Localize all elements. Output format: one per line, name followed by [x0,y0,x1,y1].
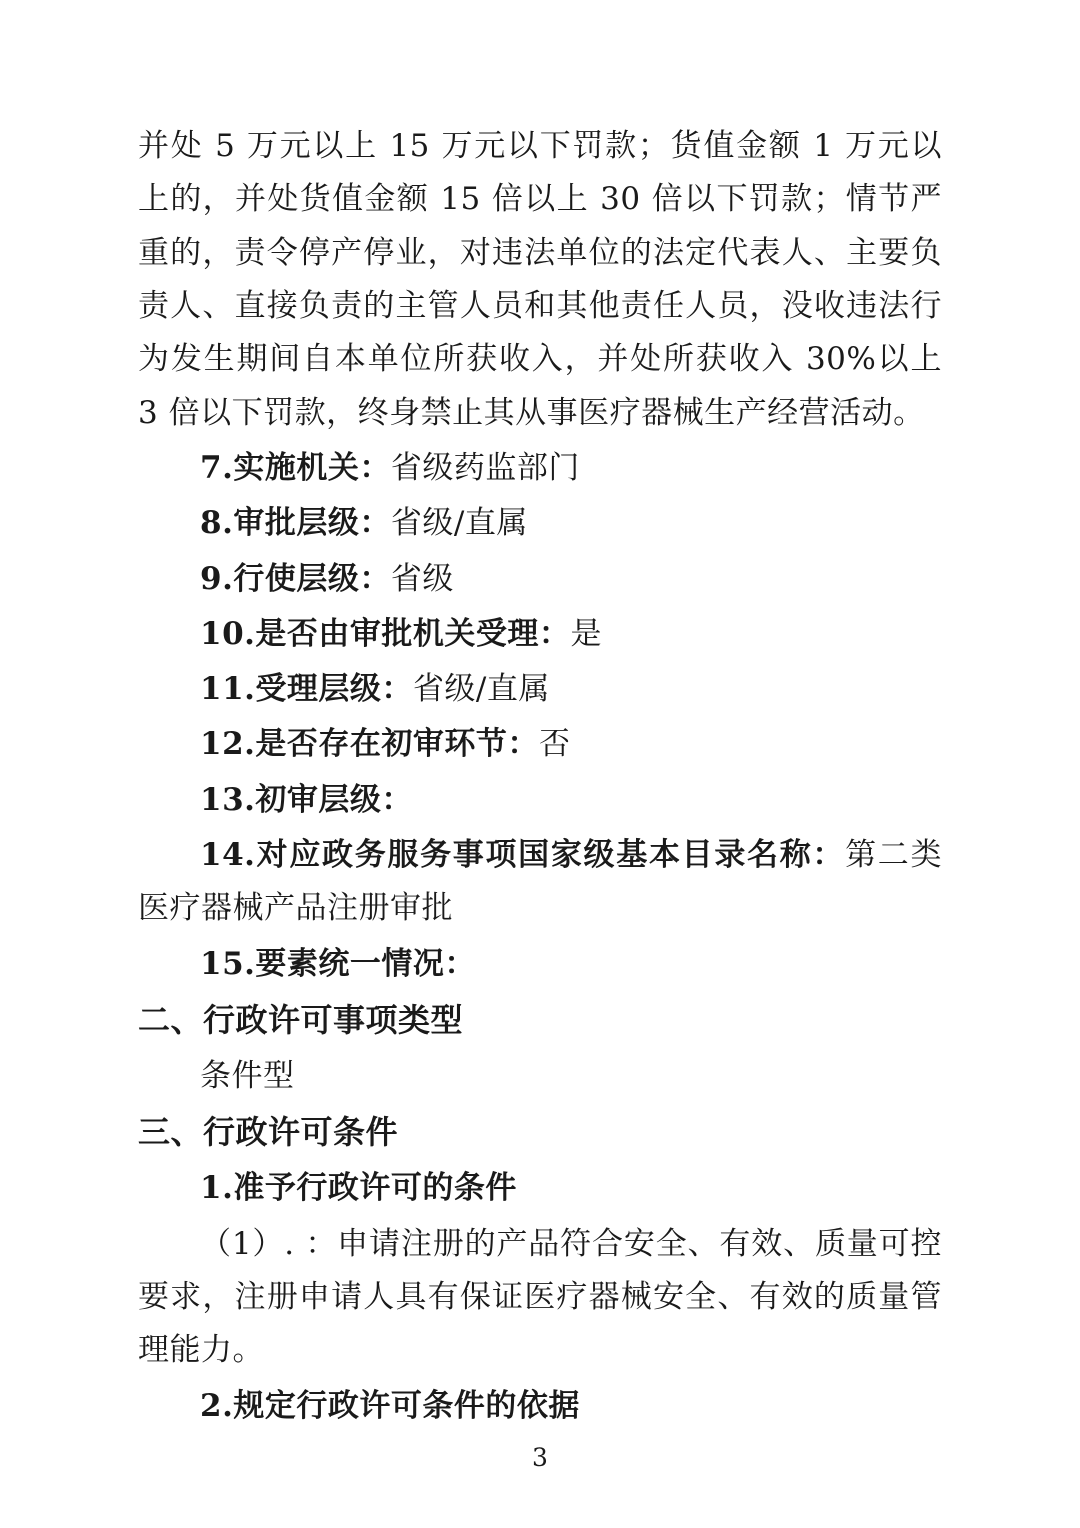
section-three-subheading-1: 1.准予行政许可的条件 [200,1170,517,1207]
section-two-content: 条件型 [200,1058,295,1095]
item-14 [138,829,942,936]
item-14-value: 第二类医疗器械产品注册审批 [138,837,942,927]
item-8 [138,497,942,550]
section-three-heading: 三、行政许可条件 [138,1113,399,1152]
page-number: 3 [532,1443,548,1472]
item-12-label: 12.是否存在初审环节： [200,726,539,763]
item-13 [138,774,942,827]
item-8-label: 8.审批层级： [200,505,391,542]
item-7-value: 省级药监部门 [390,449,580,486]
item-14-label: 14.对应政务服务事项国家级基本目录名称： [200,837,846,874]
section-three-subitem-1: （1）. ：申请注册的产品符合安全、有效、质量可控要求，注册申请人具有保证医疗器械安全、有效的质量管理能力。 [138,1225,942,1369]
item-11 [138,663,942,716]
item-13-label: 13.初审层级： [200,781,413,818]
item-15-label: 15.要素统一情况： [200,945,476,982]
document-body [138,120,942,1433]
item-9 [138,553,942,606]
item-11-value: 省级/直属 [412,671,550,708]
item-10 [138,608,942,661]
item-8-value: 省级/直属 [390,505,528,542]
item-7-label: 7.实施机关： [200,449,391,486]
item-12-value: 否 [538,726,571,763]
item-9-label: 9.行使层级： [200,560,391,597]
item-10-value: 是 [570,615,602,652]
item-9-value: 省级 [390,560,454,597]
section-two-heading: 二、行政许可事项类型 [138,1001,464,1039]
item-10-label: 10.是否由审批机关受理： [200,615,571,652]
item-15 [138,938,942,991]
item-11-label: 11.受理层级： [200,671,413,708]
paragraph-penalty-provision: 并处 5 万元以上 15 万元以下罚款；货值金额 1 万元以上的，并处货值金额 15 倍以上 30 倍以下罚款；情节严重的，责令停产停业，对违法单位的法定代表人、主要负责人、直接负责的主管人员和其他责任人员，没收违法行为发生期间自本单位所获收入，并处所获收入 30%以上 3 倍以下罚款，终身禁止其从事医疗器械生产经营活动。 [138,128,942,431]
section-three-subheading-2: 2.规定行政许可条件的依据 [200,1387,580,1424]
item-7 [138,442,942,495]
item-12 [138,718,942,771]
